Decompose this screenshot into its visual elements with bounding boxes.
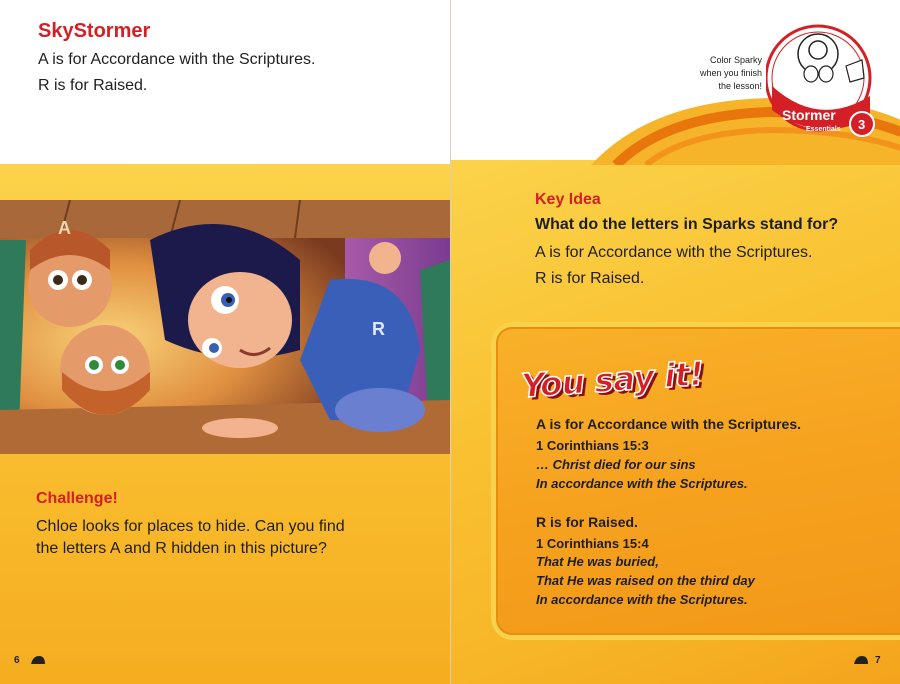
you-say-it-logo: You say it! [519,353,705,406]
say-r-reference: 1 Corinthians 15:4 [536,536,649,551]
badge-text-stormer: Stormer [782,107,836,123]
key-line-r: R is for Raised. [535,270,645,287]
badge-text-essentials: Essentials [806,126,841,133]
left-page-header [0,0,450,164]
say-a-verse-line-1: … Christ died for our sins [536,457,696,472]
badge-caption-line-1: Color Sparky [709,55,762,65]
say-r-verse-line-1: That He was buried, [536,554,659,569]
hiding-illustration [0,200,450,454]
illustration-art [0,200,450,454]
badge-number: 3 [858,117,866,132]
say-a-heading: A is for Accordance with the Scriptures. [536,416,802,432]
hidden-letter-r: R [372,319,385,339]
helmet-icon [30,655,46,665]
key-question: What do the letters in Sparks stand for? [535,216,839,233]
right-page [450,0,900,684]
say-a-reference: 1 Corinthians 15:3 [536,438,649,453]
badge-caption [700,54,762,93]
badge-caption-line-2: when you finish [699,68,762,78]
helmet-icon [853,655,869,665]
challenge-line-1: Chloe looks for places to hide. Can you find [36,518,345,535]
key-idea-title: Key Idea [535,191,601,208]
challenge-title: Challenge! [36,490,118,507]
hidden-letter-a: A [58,218,71,238]
say-r-verse-line-3: In accordance with the Scriptures. [536,592,748,607]
intro-line-r: R is for Raised. [38,77,148,94]
badge-caption-line-3: the lesson! [718,81,762,91]
intro-line-a: A is for Accordance with the Scriptures. [38,51,316,68]
say-r-verse-line-2: That He was raised on the third day [536,573,755,588]
skystormer-badge [766,16,876,142]
page-title: SkyStormer [38,20,151,42]
challenge-line-2: the letters A and R hidden in this picture? [36,540,327,557]
say-a-verse-line-2: In accordance with the Scriptures. [536,476,748,491]
key-line-a: A is for Accordance with the Scriptures. [535,244,813,261]
page-number-left: 6 [14,655,20,666]
page-number-right: 7 [875,655,881,666]
badge-text-sky: Sky [796,91,821,107]
say-r-heading: R is for Raised. [536,514,638,530]
